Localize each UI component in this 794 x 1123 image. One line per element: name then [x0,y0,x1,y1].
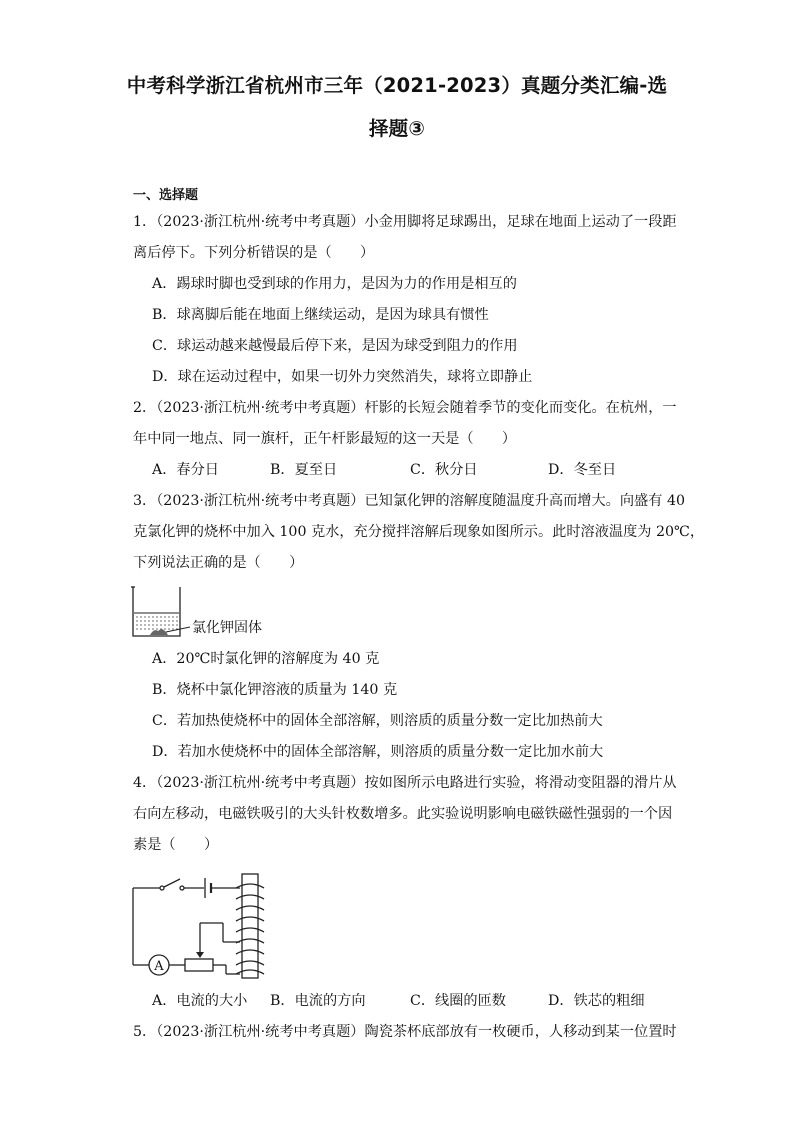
q2-option-a: A．春分日 [152,462,219,478]
label-pointer [166,627,190,632]
q3-option-c: C．若加热使烧杯中的固体全部溶解，则溶质的质量分数一定比加热前大 [152,713,603,729]
q3-stem-line3: 下列说法正确的是（ ） [133,555,304,571]
circuit-diagram [128,864,278,984]
q1-stem-line2: 离后停下。下列分析错误的是（ ） [133,245,375,261]
q5-stem-line1: 5．（2023·浙江杭州·统考中考真题）陶瓷茶杯底部放有一枚硬币，人移动到某一位置时 [133,1024,677,1040]
q4-option-b: B．电流的方向 [270,993,366,1009]
solid-residue [150,629,168,635]
q3-option-a: A．20℃时氯化钾的溶解度为 40 克 [152,651,380,667]
q3-option-d: D．若加水使烧杯中的固体全部溶解，则溶质的质量分数一定比加水前大 [152,744,604,760]
rheostat [185,959,213,971]
q1-option-c: C．球运动越来越慢最后停下来，是因为球受到阻力的作用 [152,338,518,354]
q4-stem-line2: 右向左移动，电磁铁吸引的大头针枚数增多。此实验说明影响电磁铁磁性强弱的一个因 [133,806,673,822]
q3-stem-line1: 3．（2023·浙江杭州·统考中考真题）已知氯化钾的溶解度随温度升高而增大。向盛有 40 [133,493,685,509]
liquid-fill [136,617,178,629]
q3-option-b: B．烧杯中氯化钾溶液的质量为 140 克 [152,682,398,698]
q4-stem-line1: 4．（2023·浙江杭州·统考中考真题）按如图所示电路进行实验，将滑动变阻器的滑片从 [133,775,677,791]
q2-stem-line2: 年中同一地点、同一旗杆，正午杆影最短的这一天是（ ） [133,431,517,447]
section-heading: 一、选择题 [133,188,199,203]
q1-stem-line1: 1．（2023·浙江杭州·统考中考真题）小金用脚将足球踢出，足球在地面上运动了一段距 [133,214,677,230]
beaker-figure [130,583,280,643]
q2-option-d: D．冬至日 [548,462,617,478]
q2-stem-line1: 2．（2023·浙江杭州·统考中考真题）杆影的长短会随着季节的变化而变化。在杭州，一 [133,400,677,416]
switch-contact [180,886,184,890]
q4-stem-line3: 素是（ ） [133,837,219,853]
q1-option-d: D．球在运动过程中，如果一切外力突然消失，球将立即静止 [152,369,533,385]
ammeter-label: A [154,959,164,974]
q4-option-c: C．线圈的匝数 [410,993,506,1009]
q3-stem-line2: 克氯化钾的烧杯中加入 100 克水，充分搅拌溶解后现象如图所示。此时溶液温度为 20℃， [133,524,705,540]
q2-option-c: C．秋分日 [410,462,478,478]
document-title-line2: 择题③ [368,117,426,140]
switch-blade [164,879,180,887]
q4-option-d: D．铁芯的粗细 [548,993,645,1009]
q2-option-b: B．夏至日 [270,462,338,478]
switch-pivot [160,886,164,890]
q1-option-a: A．踢球时脚也受到球的作用力，是因为力的作用是相互的 [152,276,517,292]
iron-core [242,874,258,978]
solid-label: 氯化钾固体 [192,620,262,636]
q4-option-a: A．电流的大小 [152,993,248,1009]
q1-option-b: B．球离脚后能在地面上继续运动，是因为球具有惯性 [152,307,489,323]
document-title-line1: 中考科学浙江省杭州市三年（2021-2023）真题分类汇编-选 [126,74,668,97]
